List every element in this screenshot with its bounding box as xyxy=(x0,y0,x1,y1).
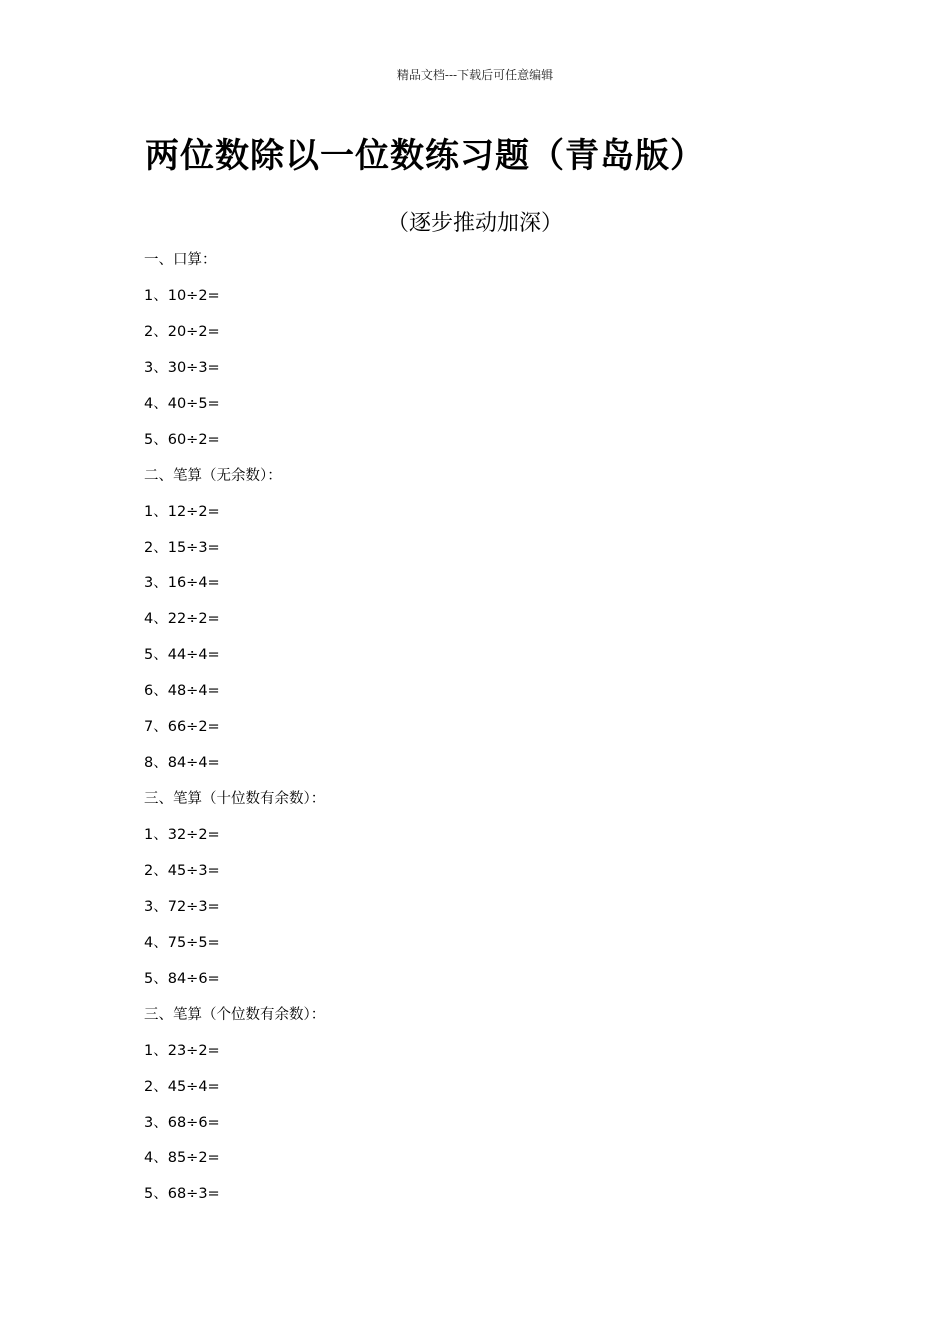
question-separator: 、 xyxy=(153,323,168,340)
question-item xyxy=(144,895,844,931)
question-item xyxy=(144,1146,844,1182)
exercise-list xyxy=(144,248,844,1218)
question-expression: 10÷2= xyxy=(167,287,220,304)
question-expression: 72÷3= xyxy=(167,898,220,915)
question-item xyxy=(144,500,844,536)
question-expression: 60÷2= xyxy=(167,431,220,448)
question-expression: 84÷6= xyxy=(167,970,220,987)
question-separator: 、 xyxy=(153,575,168,592)
section-heading: 三、笔算（十位数有余数）： xyxy=(144,791,326,808)
question-separator: 、 xyxy=(153,1186,168,1203)
question-separator: 、 xyxy=(153,683,168,700)
section-heading: 三、笔算（个位数有余数）： xyxy=(144,1006,326,1023)
question-number: 4 xyxy=(144,611,154,628)
question-number: 1 xyxy=(144,287,154,304)
question-expression: 15÷3= xyxy=(167,539,220,556)
question-number: 3 xyxy=(144,359,154,376)
question-expression: 45÷3= xyxy=(167,862,220,879)
section-heading: 一、口算： xyxy=(144,252,217,268)
question-item xyxy=(144,859,844,895)
question-expression: 44÷4= xyxy=(167,647,220,664)
question-expression: 45÷4= xyxy=(167,1078,220,1095)
question-item xyxy=(144,751,844,787)
section-heading: 二、笔算（无余数）： xyxy=(144,467,282,484)
document-subtitle: （逐步推动加深） xyxy=(386,211,563,236)
question-item xyxy=(144,356,844,392)
question-item xyxy=(144,643,844,679)
question-number: 6 xyxy=(144,683,154,700)
question-number: 2 xyxy=(144,539,154,556)
question-expression: 68÷6= xyxy=(167,1114,220,1131)
question-separator: 、 xyxy=(153,755,168,772)
question-expression: 16÷4= xyxy=(167,575,220,592)
question-separator: 、 xyxy=(153,827,168,843)
question-item xyxy=(144,1111,844,1147)
question-expression: 85÷2= xyxy=(167,1150,220,1167)
question-expression: 84÷4= xyxy=(167,755,220,772)
question-number: 4 xyxy=(144,395,154,412)
question-number: 1 xyxy=(144,827,154,843)
question-number: 1 xyxy=(144,1042,154,1059)
question-separator: 、 xyxy=(153,287,168,304)
question-separator: 、 xyxy=(153,539,168,556)
question-item xyxy=(144,536,844,572)
question-item xyxy=(144,1075,844,1111)
question-separator: 、 xyxy=(153,1150,168,1167)
question-separator: 、 xyxy=(153,719,168,736)
question-item xyxy=(144,392,844,428)
question-expression: 22÷2= xyxy=(167,611,220,628)
question-number: 5 xyxy=(144,1186,154,1203)
question-expression: 12÷2= xyxy=(167,503,220,520)
question-item xyxy=(144,823,844,859)
question-separator: 、 xyxy=(153,647,168,664)
question-separator: 、 xyxy=(153,359,168,376)
question-expression: 32÷2= xyxy=(167,827,220,843)
question-number: 2 xyxy=(144,323,154,340)
question-number: 3 xyxy=(144,898,154,915)
question-item xyxy=(144,715,844,751)
question-item xyxy=(144,967,844,1003)
question-separator: 、 xyxy=(153,503,168,520)
question-number: 1 xyxy=(144,503,154,520)
question-separator: 、 xyxy=(153,898,168,915)
question-expression: 20÷2= xyxy=(167,323,220,340)
question-separator: 、 xyxy=(153,862,168,879)
question-item xyxy=(144,320,844,356)
question-separator: 、 xyxy=(153,1042,168,1059)
question-number: 4 xyxy=(144,934,154,951)
question-separator: 、 xyxy=(153,934,168,951)
question-expression: 23÷2= xyxy=(167,1042,220,1059)
question-separator: 、 xyxy=(153,970,168,987)
question-expression: 75÷5= xyxy=(167,934,220,951)
page-header-note: 精品文档---下载后可任意编辑 xyxy=(396,68,554,82)
question-item xyxy=(144,571,844,607)
question-number: 3 xyxy=(144,575,154,592)
question-item xyxy=(144,284,844,320)
question-number: 7 xyxy=(144,719,154,736)
question-number: 5 xyxy=(144,970,154,987)
document-title: 两位数除以一位数练习题（青岛版） xyxy=(145,136,705,176)
question-number: 5 xyxy=(144,647,154,664)
question-expression: 68÷3= xyxy=(167,1186,220,1203)
question-item xyxy=(144,607,844,643)
question-item xyxy=(144,428,844,464)
question-number: 4 xyxy=(144,1150,154,1167)
question-number: 3 xyxy=(144,1114,154,1131)
question-separator: 、 xyxy=(153,431,168,448)
question-expression: 30÷3= xyxy=(167,359,220,376)
question-item xyxy=(144,679,844,715)
question-item xyxy=(144,1182,844,1218)
question-separator: 、 xyxy=(153,1078,168,1095)
question-number: 8 xyxy=(144,755,154,772)
question-number: 2 xyxy=(144,862,154,879)
question-expression: 40÷5= xyxy=(167,395,220,412)
question-expression: 48÷4= xyxy=(167,683,220,700)
question-separator: 、 xyxy=(153,1114,168,1131)
question-item xyxy=(144,931,844,967)
question-number: 5 xyxy=(144,431,154,448)
question-separator: 、 xyxy=(153,395,168,412)
question-expression: 66÷2= xyxy=(167,719,220,736)
question-item xyxy=(144,1039,844,1075)
question-number: 2 xyxy=(144,1078,154,1095)
question-separator: 、 xyxy=(153,611,168,628)
